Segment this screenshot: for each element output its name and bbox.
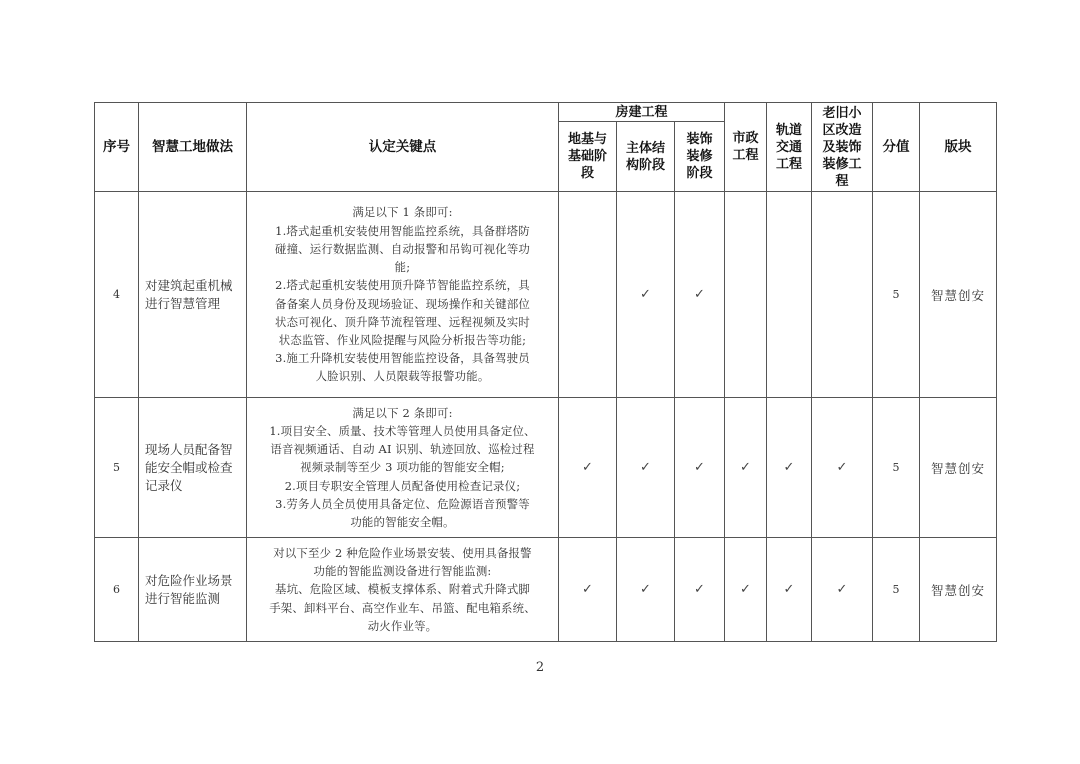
row-score: 5 <box>873 192 920 398</box>
row-number: 6 <box>95 538 139 642</box>
row-number: 5 <box>95 398 139 538</box>
check-mark-icon: ✓ <box>640 460 651 475</box>
check-main-structure <box>617 538 675 642</box>
row-number: 4 <box>95 192 139 398</box>
check-mark-icon: ✓ <box>694 582 705 597</box>
header-key-points: 认定关键点 <box>247 103 559 192</box>
check-decoration <box>675 398 725 538</box>
check-mark-icon: ✓ <box>783 582 795 597</box>
check-municipal <box>725 192 767 398</box>
check-rail <box>767 398 812 538</box>
row-key-points: 满足以下 1 条即可: 1.塔式起重机安装使用智能监控系统，具备群塔防 碰撞、运行数据监测、自动报警和吊钩可视化等功 能; 2.塔式起重机安装使用顶升降节智能监控系统，具 备备案人员身份及现场验证、现场操作和关键部位 状态可视化、顶升降节流程管理、远程视频及实时 状态监管、作业风险提醒与风险分析报告等功能; 3.施工升降机安装使用智能监控设备，具备驾驶员 人脸识别、人员限载等报警功能。 <box>247 192 559 398</box>
check-mark-icon: ✓ <box>640 287 651 302</box>
row-key-points: 满足以下 2 条即可: 1.项目安全、质量、技术等管理人员使用具备定位、 语音视频通话、自动 AI 识别、轨迹回放、巡检过程 视频录制等至少 3 项功能的智能安全帽; 2.项目专职安全管理人员配备使用检查记录仪; 3.劳务人员全员使用具备定位、危险源语音预警等 功能的智能安全帽。 <box>247 398 559 538</box>
check-decoration <box>675 538 725 642</box>
check-main-structure <box>617 192 675 398</box>
check-decoration <box>675 192 725 398</box>
row-section: 智慧创安 <box>920 398 997 538</box>
row-key-points: 对以下至少 2 种危险作业场景安装、使用具备报警 功能的智能监测设备进行智能监测: 基坑、危险区域、模板支撑体系、附着式升降式脚 手架、卸料平台、高空作业车、吊篮、配电箱系统、 动火作业等。 <box>247 538 559 642</box>
header-section: 版块 <box>920 103 997 192</box>
check-mark-icon: ✓ <box>836 582 848 597</box>
header-municipal: 市政 工程 <box>725 103 767 192</box>
check-foundation <box>559 398 617 538</box>
header-rail: 轨道 交通 工程 <box>767 103 812 192</box>
check-mark-icon: ✓ <box>582 582 593 597</box>
row-method: 现场人员配备智 能安全帽或检查 记录仪 <box>139 398 247 538</box>
check-mark-icon: ✓ <box>740 582 751 597</box>
check-mark-icon: ✓ <box>582 460 593 475</box>
header-foundation: 地基与 基础阶 段 <box>559 122 617 192</box>
row-score: 5 <box>873 398 920 538</box>
assessment-table <box>94 102 997 642</box>
header-decoration: 装饰 装修 阶段 <box>675 122 725 192</box>
check-mark-icon: ✓ <box>783 460 795 475</box>
check-municipal <box>725 538 767 642</box>
check-old-district <box>812 538 873 642</box>
header-housing-group: 房建工程 <box>559 103 725 122</box>
row-section: 智慧创安 <box>920 538 997 642</box>
header-main-structure: 主体结 构阶段 <box>617 122 675 192</box>
check-mark-icon: ✓ <box>694 287 705 302</box>
check-old-district <box>812 398 873 538</box>
row-method: 对危险作业场景 进行智能监测 <box>139 538 247 642</box>
row-section: 智慧创安 <box>920 192 997 398</box>
header-method: 智慧工地做法 <box>139 103 247 192</box>
check-rail <box>767 192 812 398</box>
check-main-structure <box>617 398 675 538</box>
row-score: 5 <box>873 538 920 642</box>
header-score: 分值 <box>873 103 920 192</box>
check-mark-icon: ✓ <box>740 460 751 475</box>
check-rail <box>767 538 812 642</box>
check-old-district <box>812 192 873 398</box>
check-foundation <box>559 538 617 642</box>
check-mark-icon: ✓ <box>640 582 651 597</box>
check-mark-icon: ✓ <box>694 460 705 475</box>
page-number: 2 <box>535 660 545 675</box>
header-old-district: 老旧小 区改造 及装饰 装修工 程 <box>812 103 873 192</box>
table-row <box>95 398 997 538</box>
table-row <box>95 538 997 642</box>
check-municipal <box>725 398 767 538</box>
check-mark-icon: ✓ <box>836 460 848 475</box>
row-method: 对建筑起重机械 进行智慧管理 <box>139 192 247 398</box>
check-foundation <box>559 192 617 398</box>
table-row <box>95 192 997 398</box>
header-seq: 序号 <box>95 103 139 192</box>
